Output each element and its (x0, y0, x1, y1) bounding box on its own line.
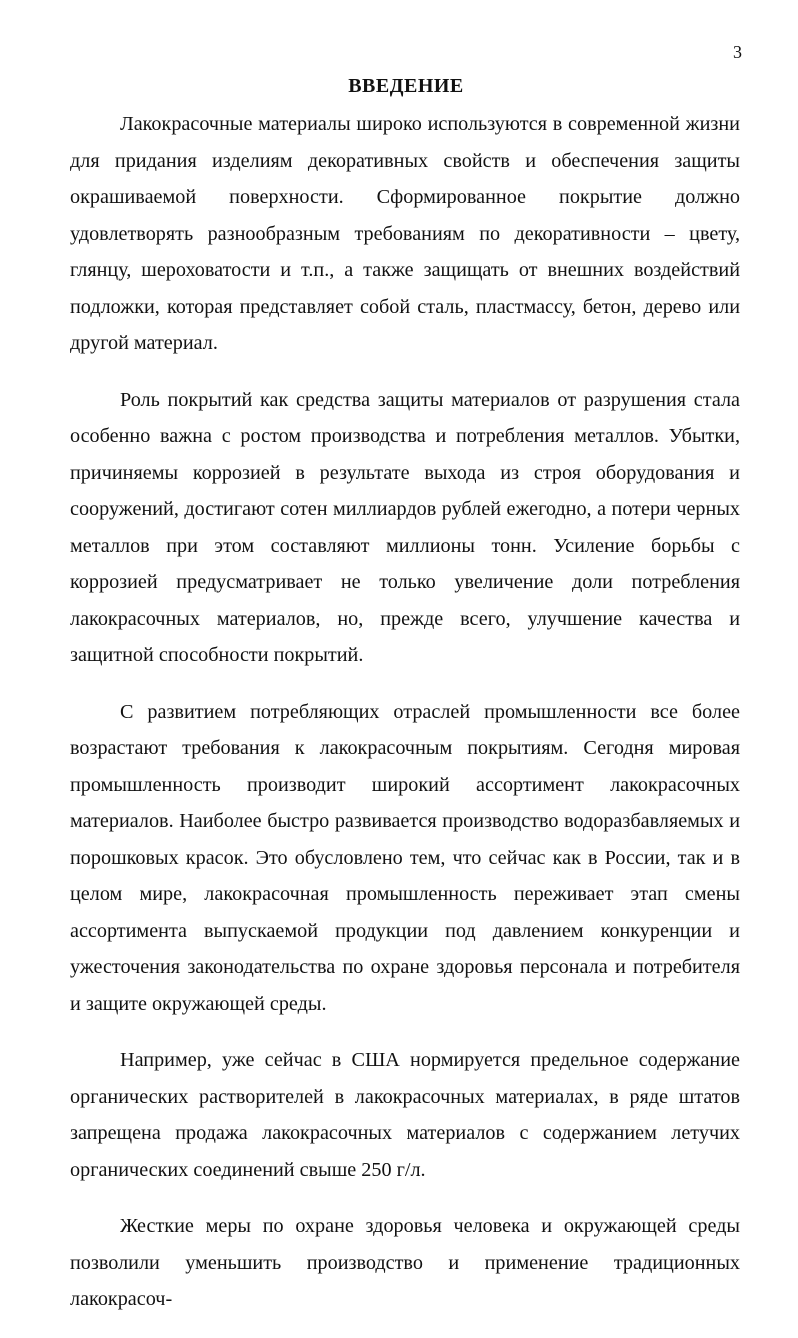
paragraph: С развитием потребляющих отраслей промышленности все более возрастают требования к лакокрасочным покрытиям. Сегодня мировая промышленность производит широкий ассортимент лакокрасочных материалов. Наиболее быстро развивается производство водоразбавляемых и порошковых красок. Это обусловлено тем, что сейчас как в России, так и в целом мире, лакокрасочная промышленность переживает этап смены ассортимента выпускаемой продукции под давлением конкуренции и ужесточения законодательства по охране здоровья персонала и потребителя и защите окружающей среды. (70, 700, 740, 1015)
page-number: 3 (733, 42, 742, 62)
paragraph: Жесткие меры по охране здоровья человека и окружающей среды позволили уменьшить производство и применение традиционных лакокрасоч- (70, 1215, 740, 1310)
page-title: ВВЕДЕНИЕ (348, 75, 464, 97)
paragraph: Например, уже сейчас в США нормируется предельное содержание органических растворителей в лакокрасочных материалах, в ряде штатов запрещена продажа лакокрасочных материалов с содержанием летучих органических соединений свыше 250 г/л. (70, 1049, 740, 1181)
body-text (70, 106, 740, 1338)
paragraph: Лакокрасочные материалы широко используются в современной жизни для придания изделиям декоративных свойств и обеспечения защиты окрашиваемой поверхности. Сформированное покрытие должно удовлетворять разнообразным требованиям по декоративности – цвету, глянцу, шероховатости и т.п., а также защищать от внешних воздействий подложки, которая представляет собой сталь, пластмассу, бетон, дерево или другой материал. (70, 113, 740, 354)
paragraph: Роль покрытий как средства защиты материалов от разрушения стала особенно важна с ростом производства и потребления металлов. Убытки, причиняемы коррозией в результате выхода из строя оборудования и сооружений, достигают сотен миллиардов рублей ежегодно, а потери черных металлов при этом составляют миллионы тонн. Усиление борьбы с коррозией предусматривает не только увеличение доли потребления лакокрасочных материалов, но, прежде всего, улучшение качества и защитной способности покрытий. (70, 388, 740, 666)
